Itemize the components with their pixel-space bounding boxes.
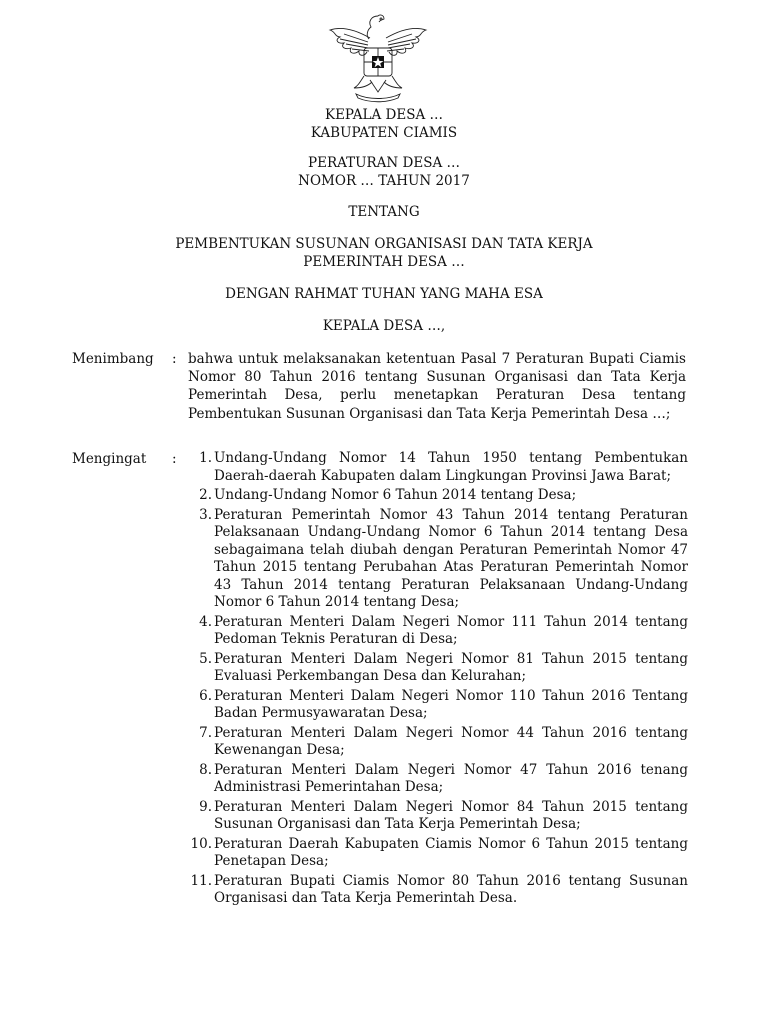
title-line-2: PEMERINTAH DESA … [303, 254, 465, 270]
mengingat-item [188, 725, 688, 760]
item-number: 11. [190, 872, 212, 889]
item-number: 3. [199, 506, 212, 523]
mengingat-item [188, 873, 688, 908]
item-text: Peraturan Menteri Dalam Negeri Nomor 84 Tahun 2015 tentang Susunan Organisasi dan Tata Kerja Pemerintah Desa; [214, 798, 688, 832]
item-text: Peraturan Menteri Dalam Negeri Nomor 44 Tahun 2016 tentang Kewenangan Desa; [214, 724, 688, 758]
item-number: 4. [199, 613, 212, 630]
issuer-title: KEPALA DESA … [324, 107, 443, 123]
item-text: Peraturan Menteri Dalam Negeri Nomor 110 Tahun 2016 Tentang Badan Permusyawaratan Desa; [214, 687, 688, 721]
mengingat-item [188, 799, 688, 834]
regulation-type: PERATURAN DESA … [308, 155, 460, 171]
mengingat-item [188, 614, 688, 649]
item-number: 10. [190, 835, 212, 852]
menimbang-colon: : [172, 351, 177, 367]
regulation-title [0, 235, 768, 271]
mengingat-colon: : [172, 451, 177, 467]
item-number: 6. [199, 687, 212, 704]
item-text: Peraturan Menteri Dalam Negeri Nomor 47 Tahun 2016 tenang Administrasi Pemerintahan Desa; [214, 761, 688, 795]
garuda-emblem [324, 8, 432, 104]
tentang-label: TENTANG [348, 204, 420, 220]
menimbang-label: Menimbang [72, 351, 154, 367]
item-number: 8. [199, 761, 212, 778]
mengingat-item [188, 450, 688, 485]
item-number: 5. [199, 650, 212, 667]
mengingat-item [188, 487, 688, 505]
kepala-desa-closing: KEPALA DESA …, [322, 318, 446, 334]
mengingat-item [188, 762, 688, 797]
item-text: Undang-Undang Nomor 6 Tahun 2014 tentang Desa; [214, 487, 577, 503]
mengingat-item [188, 651, 688, 686]
header-tentang [0, 203, 768, 221]
item-number: 7. [199, 724, 212, 741]
title-line-1: PEMBENTUKAN SUSUNAN ORGANISASI DAN TATA KERJA [175, 236, 593, 252]
mengingat-item [188, 836, 688, 871]
item-number: 2. [199, 487, 212, 503]
rahmat-line: DENGAN RAHMAT TUHAN YANG MAHA ESA [225, 286, 543, 302]
item-number: 1. [199, 450, 212, 466]
menimbang-section [72, 350, 690, 440]
item-text: Peraturan Bupati Ciamis Nomor 80 Tahun 2016 tentang Susunan Organisasi dan Tata Kerja Pemerintah Desa. [214, 872, 688, 906]
item-text: Undang-Undang Nomor 14 Tahun 1950 tentang Pembentukan Daerah-daerah Kabupaten dalam Lingkungan Provinsi Jawa Barat; [214, 450, 688, 484]
mengingat-list [188, 450, 688, 910]
mengingat-item [188, 507, 688, 612]
header-closing [0, 317, 768, 335]
item-text: Peraturan Menteri Dalam Negeri Nomor 111 Tahun 2014 tentang Pedoman Teknis Peraturan di Desa; [214, 613, 688, 647]
header-regulation [0, 154, 768, 190]
item-number: 9. [199, 798, 212, 815]
mengingat-section [72, 450, 690, 950]
mengingat-label: Mengingat [72, 451, 147, 467]
item-text: Peraturan Menteri Dalam Negeri Nomor 81 Tahun 2015 tentang Evaluasi Perkembangan Desa dan Kelurahan; [214, 650, 688, 684]
regulation-number: NOMOR … TAHUN 2017 [298, 173, 470, 189]
header-rahmat [0, 285, 768, 303]
header-issuer [0, 106, 768, 142]
issuer-region: KABUPATEN CIAMIS [310, 125, 458, 141]
mengingat-item [188, 688, 688, 723]
item-text: Peraturan Pemerintah Nomor 43 Tahun 2014 tentang Peraturan Pelaksanaan Undang-Undang Nomor 6 Tahun 2014 tentang Desa sebagaimana telah diubah dengan Peraturan Pemerintah Nomor 47 Tahun 2015 tentang Perubahan Atas Peraturan Pemerintah Nomor 43 Tahun 2014 tentang Peraturan Pelaksanaan Undang-Undang Nomor 6 Tahun 2014 tentang Desa; [214, 506, 688, 610]
menimbang-text: bahwa untuk melaksanakan ketentuan Pasal 7 Peraturan Bupati Ciamis Nomor 80 Tahun 2016 tentang Susunan Organisasi dan Tata Kerja Pemerintah Desa, perlu menetapkan Peraturan Desa tentang Pembentukan Susunan Organisasi dan Tata Kerja Pemerintah Desa …; [188, 351, 686, 422]
item-text: Peraturan Daerah Kabupaten Ciamis Nomor 6 Tahun 2015 tentang Penetapan Desa; [214, 835, 688, 869]
